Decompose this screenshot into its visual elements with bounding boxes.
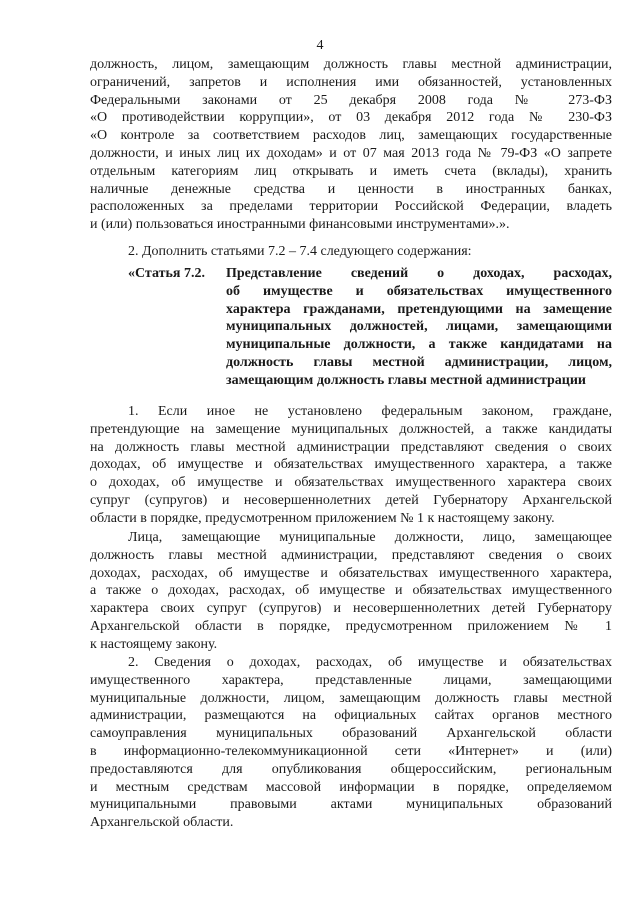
text-line: и (или) пользоваться иностранными финансовыми инструментами».». xyxy=(90,217,510,233)
text-line: ограничений, запретов и исполнения ими обязанностей, установленных xyxy=(90,74,612,90)
text-line: характера своих супруг (супругов) и несовершеннолетних детей Губернатору xyxy=(90,601,612,617)
text-line: имущественного характера, представленные лицами, замещающими xyxy=(90,672,612,688)
text-line: о доходах, об имуществе и обязательствах имущественного характера своих xyxy=(90,475,612,491)
text-line: в информационно-телекоммуникационной сети «Интернет» и (или) xyxy=(90,743,612,759)
text-line: Федеральными законами от 25 декабря 2008 года № 273-ФЗ xyxy=(90,92,612,108)
article-number: «Статья 7.2. xyxy=(128,266,205,281)
item-2-heading-text: 2. Дополнить статьями 7.2 – 7.4 следующего содержания: xyxy=(128,244,472,259)
text-line: муниципальные должности, лицом, замещающим должность главы местной xyxy=(90,690,612,706)
text-line: предоставляются для опубликования общероссийским, региональным xyxy=(90,761,612,777)
text-line: должность, лицом, замещающим должность главы местной администрации, xyxy=(90,57,612,72)
text-line: администрации, размещаются на официальных сайтах органов местного xyxy=(90,708,612,724)
item-2-heading xyxy=(90,243,612,261)
text-line: доходах, расходах, об имуществе и обязательствах имущественного характера, xyxy=(90,565,612,581)
text-line: на должность главы местной администрации представляют сведения о своих xyxy=(90,439,612,455)
text-line: «О контроле за соответствием расходов лиц, замещающих государственные xyxy=(90,128,612,144)
article-title-line: об имуществе и обязательствах имущественного xyxy=(226,283,612,299)
article-title-line: должность главы местной администрации, лицом, xyxy=(226,354,612,370)
paragraph-2 xyxy=(90,529,612,654)
article-title-line: муниципальных должностей, лицами, замещающими xyxy=(226,319,612,335)
text-line: и местным средствам массовой информации в порядке, определяемом xyxy=(90,779,612,795)
text-line: должности, и иных лиц их доходам» и от 07 мая 2013 года № 79-ФЗ «О запрете xyxy=(90,145,612,161)
text-line: а также о доходах, расходах, об имуществе и обязательствах имущественного xyxy=(90,583,612,599)
text-line: отдельным категориям лиц открывать и иметь счета (вклады), хранить xyxy=(90,163,612,179)
text-line: расположенных за пределами территории Российской Федерации, владеть xyxy=(90,199,612,215)
article-title-line: муниципальные должности, а также кандидатами на xyxy=(226,337,612,353)
page-number: 4 xyxy=(316,38,324,53)
paragraph-1 xyxy=(90,403,612,528)
article-title-line: Представление сведений о доходах, расходах, xyxy=(226,266,612,281)
text-line: доходах, об имуществе и обязательствах имущественного характера, а также xyxy=(90,457,612,473)
text-line: «О противодействии коррупции», от 03 декабря 2012 года № 230-ФЗ xyxy=(90,110,612,126)
text-line: Лица, замещающие муниципальные должности, лицо, замещающее xyxy=(128,530,612,545)
text-line: супруг (супругов) и несовершеннолетних детей Губернатору Архангельской xyxy=(90,492,612,508)
text-line: Архангельской области в порядке, предусмотренном приложением № 1 xyxy=(90,618,612,634)
text-line: муниципальными правовыми актами муниципальных образований xyxy=(90,797,612,813)
article-7-2-header xyxy=(128,265,612,390)
article-title xyxy=(226,265,612,390)
text-line: к настоящему закону. xyxy=(90,636,218,652)
text-line: должность главы местной администрации, представляют сведения о своих xyxy=(90,547,612,563)
paragraph-3 xyxy=(90,654,612,832)
text-line: Архангельской области. xyxy=(90,815,234,831)
text-line: самоуправления муниципальных образований Архангельской области xyxy=(90,726,612,742)
intro-paragraph xyxy=(90,56,612,234)
article-title-line: замещающим должность главы местной администрации xyxy=(226,372,586,388)
text-line: наличные денежные средства и ценности в иностранных банках, xyxy=(90,181,612,197)
text-line: 2. Сведения о доходах, расходах, об имуществе и обязательствах xyxy=(128,655,612,670)
text-line: 1. Если иное не установлено федеральным законом, граждане, xyxy=(128,404,612,419)
text-line: области в порядке, предусмотренном приложением № 1 к настоящему закону. xyxy=(90,510,555,526)
text-line: претендующие на замещение муниципальных должностей, а также кандидаты xyxy=(90,421,612,437)
article-title-line: характера гражданами, претендующими на замещение xyxy=(226,301,612,317)
